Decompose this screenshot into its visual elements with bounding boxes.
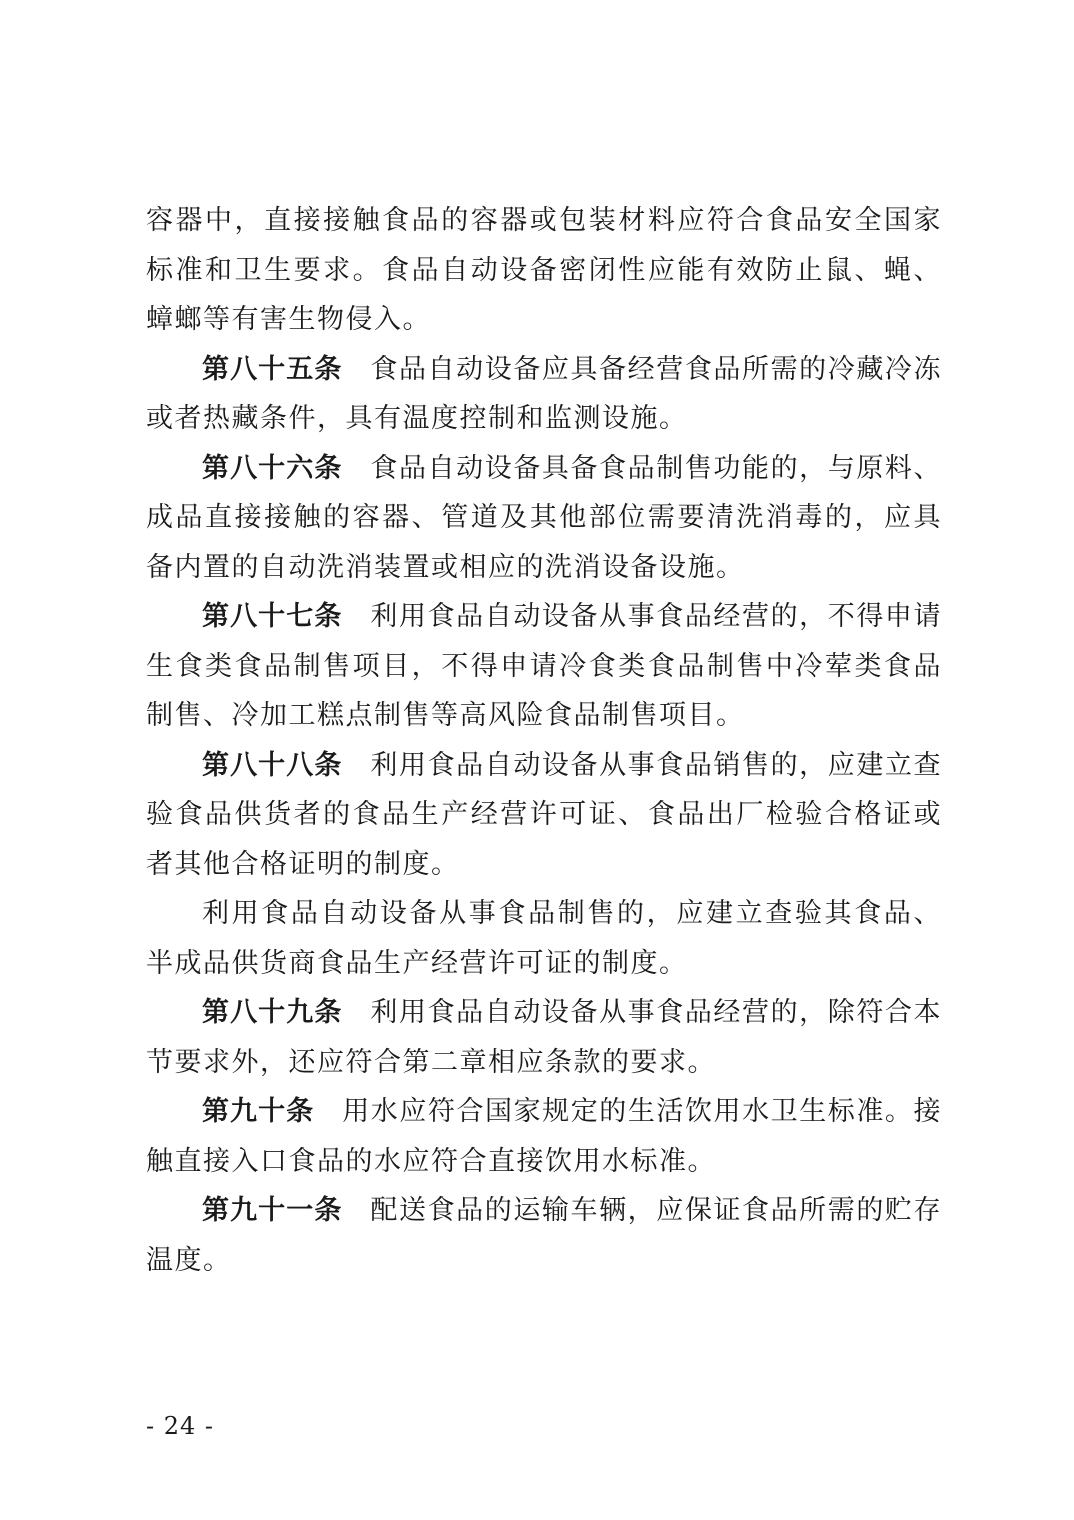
article-heading: 第八十五条: [202, 353, 343, 385]
paragraph-text: 用水应符合国家规定的生活饮用水卫生标准。接触直接入口食品的水应符合直接饮用水标准。: [146, 1096, 942, 1177]
article-88: [146, 741, 942, 890]
article-heading: 第八十六条: [202, 452, 343, 484]
article-heading: 第九十一条: [202, 1195, 343, 1226]
paragraph-text: 利用食品自动设备从事食品销售的，应建立查验食品供货者的食品生产经营许可证、食品出厂检验合格证或者其他合格证明的制度。: [146, 749, 943, 880]
paragraph-continuation: [146, 196, 942, 345]
document-body: [146, 196, 942, 1285]
article-89: [146, 988, 942, 1087]
article-91: [146, 1186, 942, 1285]
paragraph-text: 容器中，直接接触食品的容器或包装材料应符合食品安全国家标准和卫生要求。食品自动设备密闭性应能有效防止鼠、蝇、蟑螂等有害生物侵入。: [146, 205, 942, 335]
paragraph-text: 食品自动设备具备食品制售功能的，与原料、成品直接接触的容器、管道及其他部位需要清洗消毒的，应具备内置的自动洗消装置或相应的洗消设备设施。: [146, 452, 943, 583]
paragraph-text: 利用食品自动设备从事食品制售的，应建立查验其食品、半成品供货商食品生产经营许可证的制度。: [146, 898, 942, 979]
article-90: [146, 1087, 942, 1186]
article-heading: 第八十九条: [202, 997, 343, 1028]
article-86: [146, 444, 942, 593]
article-88-paragraph-2: [146, 889, 942, 988]
paragraph-text: 配送食品的运输车辆，应保证食品所需的贮存温度。: [146, 1195, 943, 1276]
paragraph-text: 利用食品自动设备从事食品经营的，除符合本节要求外，还应符合第二章相应条款的要求。: [146, 997, 943, 1078]
article-85: [146, 345, 942, 444]
page-number: - 24 -: [146, 1412, 215, 1440]
article-87: [146, 592, 942, 741]
article-heading: 第八十八条: [202, 749, 343, 781]
article-heading: 第九十条: [202, 1096, 315, 1127]
article-heading: 第八十七条: [202, 601, 343, 632]
paragraph-text: 食品自动设备应具备经营食品所需的冷藏冷冻或者热藏条件，具有温度控制和监测设施。: [146, 353, 943, 434]
paragraph-text: 利用食品自动设备从事食品经营的，不得申请生食类食品制售项目，不得申请冷食类食品制售中冷荤类食品制售、冷加工糕点制售等高风险食品制售项目。: [146, 601, 943, 731]
